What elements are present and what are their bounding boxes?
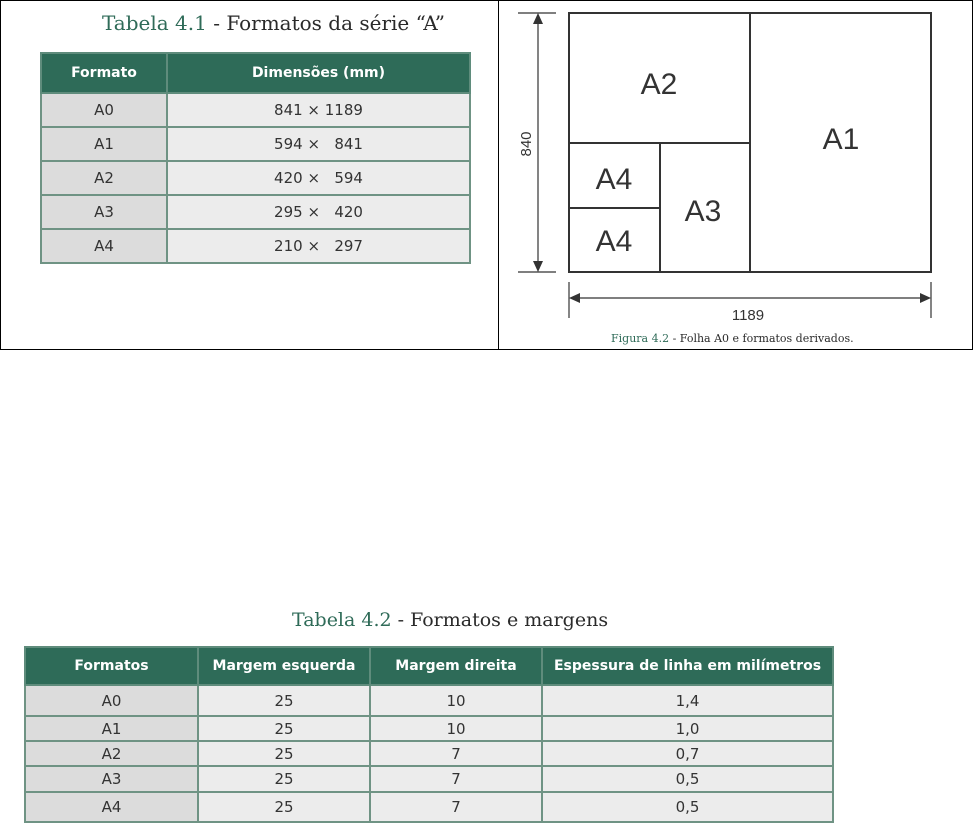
table-4-1-caption [102, 11, 445, 35]
table-row [25, 685, 833, 716]
table-row [25, 741, 833, 766]
table-4-1-cell-formato: A3 [41, 195, 167, 229]
table-4-1-cell-formato: A1 [41, 127, 167, 161]
table-4-2-cell-formato: A2 [25, 741, 198, 766]
table-4-2-header-formatos: Formatos [25, 647, 198, 685]
table-4-2-header-espessura: Espessura de linha em milímetros [542, 647, 833, 685]
table-4-2-cell-formato: A3 [25, 766, 198, 792]
table-4-2-cell-espessura: 0,5 [542, 766, 833, 792]
label-a3: A3 [684, 195, 722, 228]
table-4-2-cell-espessura: 0,7 [542, 741, 833, 766]
arrow-down-icon [533, 261, 543, 272]
arrow-right-icon [920, 293, 931, 303]
table-row [25, 792, 833, 822]
dimensoes-value: 420 × 594 [274, 169, 363, 187]
table-4-1-header-row [41, 53, 470, 93]
label-a4-top: A4 [595, 163, 633, 196]
table-4-2-header-margem-esquerda: Margem esquerda [198, 647, 370, 685]
table-4-2-cell-espessura: 0,5 [542, 792, 833, 822]
table-4-2-caption-prefix: Tabela 4.2 [292, 609, 392, 631]
height-label: 840 [518, 131, 535, 157]
table-4-2-cell-direita: 10 [370, 685, 542, 716]
table-4-1-caption-prefix: Tabela 4.1 [102, 11, 207, 35]
table-4-1-cell-formato: A0 [41, 93, 167, 127]
table-4-2-cell-esquerda: 25 [198, 766, 370, 792]
table-4-1-cell-dimensoes [167, 161, 470, 195]
table-row [41, 229, 470, 263]
dimensoes-value: 841 × 1189 [274, 101, 363, 119]
table-4-1-header-formato: Formato [41, 53, 167, 93]
table-4-2-cell-esquerda: 25 [198, 716, 370, 741]
figure-4-2-caption-prefix: Figura 4.2 [611, 332, 670, 345]
arrow-left-icon [569, 293, 580, 303]
table-4-2-header-row [25, 647, 833, 685]
table-4-1-cell-dimensoes [167, 195, 470, 229]
label-a4-bottom: A4 [595, 225, 633, 258]
table-row [25, 766, 833, 792]
table-row [41, 127, 470, 161]
dimensoes-value: 594 × 841 [274, 135, 363, 153]
dimensoes-value: 295 × 420 [274, 203, 363, 221]
arrow-up-icon [533, 13, 543, 24]
table-4-2 [24, 646, 834, 823]
table-4-2-header-margem-direita: Margem direita [370, 647, 542, 685]
table-4-2-caption [292, 609, 608, 631]
table-row [41, 93, 470, 127]
table-4-2-caption-text: - Formatos e margens [391, 609, 609, 631]
table-4-2-cell-espessura: 1,0 [542, 716, 833, 741]
table-4-2-cell-esquerda: 25 [198, 792, 370, 822]
figure-4-2-caption-text: - Folha A0 e formatos derivados. [669, 332, 854, 345]
label-a1: A1 [822, 123, 860, 156]
width-label: 1189 [731, 307, 765, 324]
figure-4-2-caption [611, 332, 854, 345]
table-4-1-caption-text: - Formatos da série “A” [206, 11, 445, 35]
table-4-2-cell-direita: 10 [370, 716, 542, 741]
table-4-1-cell-dimensoes [167, 93, 470, 127]
table-4-2-cell-direita: 7 [370, 766, 542, 792]
table-4-1-cell-formato: A2 [41, 161, 167, 195]
table-4-1-cell-dimensoes [167, 229, 470, 263]
panel-divider [498, 0, 499, 350]
table-4-2-cell-esquerda: 25 [198, 685, 370, 716]
table-4-2-cell-formato: A1 [25, 716, 198, 741]
table-4-1 [40, 52, 471, 264]
dimensoes-value: 210 × 297 [274, 237, 363, 255]
table-4-2-cell-formato: A4 [25, 792, 198, 822]
table-row [41, 161, 470, 195]
table-4-2-cell-direita: 7 [370, 741, 542, 766]
table-4-1-header-dimensoes: Dimensões (mm) [167, 53, 470, 93]
label-a2: A2 [640, 68, 678, 101]
table-row [41, 195, 470, 229]
table-4-1-cell-formato: A4 [41, 229, 167, 263]
a0-sheet-diagram [500, 0, 973, 332]
table-4-2-cell-formato: A0 [25, 685, 198, 716]
table-4-2-cell-espessura: 1,4 [542, 685, 833, 716]
table-row [25, 716, 833, 741]
table-4-2-cell-esquerda: 25 [198, 741, 370, 766]
table-4-1-cell-dimensoes [167, 127, 470, 161]
table-4-2-cell-direita: 7 [370, 792, 542, 822]
